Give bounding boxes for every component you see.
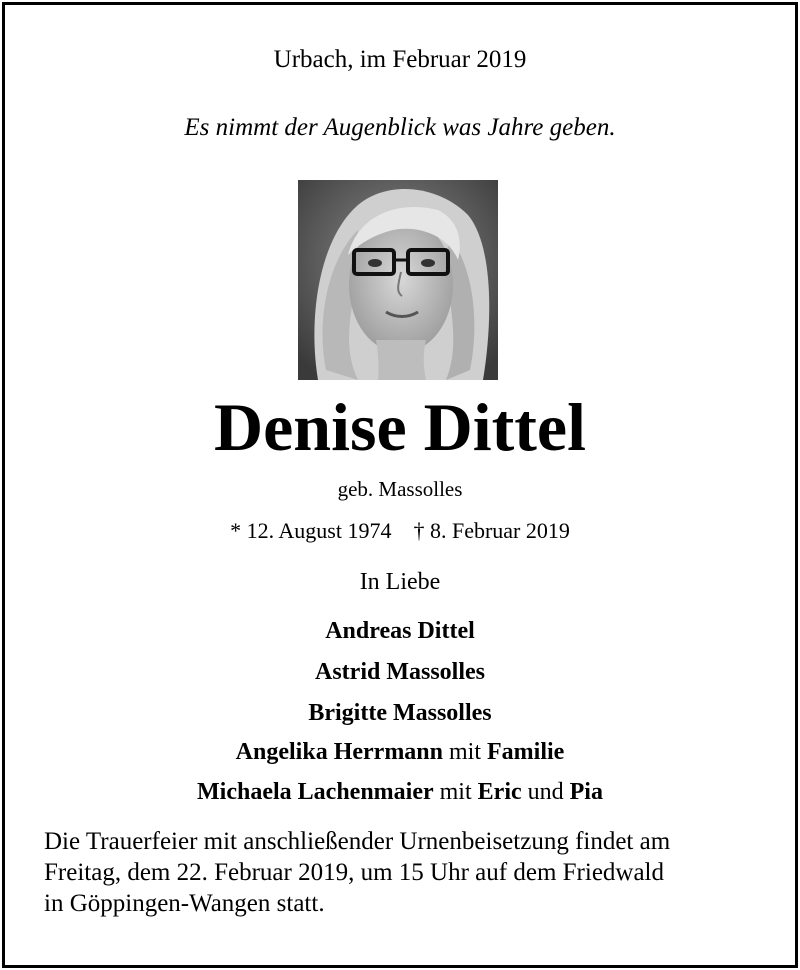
mourner-family: Familie xyxy=(487,739,565,765)
mourner-child: Eric xyxy=(477,779,522,805)
ceremony-line: in Göppingen-Wangen statt. xyxy=(44,890,325,917)
mourner-line xyxy=(0,739,800,766)
birth-date: * 12. August 1974 xyxy=(230,518,392,543)
ceremony-notice xyxy=(44,826,764,919)
ceremony-line: Freitag, dem 22. Februar 2019, um 15 Uhr auf dem Friedwald xyxy=(44,859,665,886)
birth-name: geb. Massolles xyxy=(337,477,463,501)
mourners-intro: In Liebe xyxy=(359,569,441,595)
mourner-name: Angelika Herrmann xyxy=(235,739,443,765)
mourner-child: Pia xyxy=(569,779,603,805)
mourner-line xyxy=(0,700,800,727)
deceased-name: Denise Dittel xyxy=(213,389,586,465)
mourner-name: Andreas Dittel xyxy=(325,618,475,644)
portrait-photo xyxy=(298,180,498,380)
connector-text: mit xyxy=(433,779,478,805)
mourner-line xyxy=(0,618,800,645)
life-dates xyxy=(0,518,800,544)
mourner-line xyxy=(0,779,800,806)
location-date: Urbach, im Februar 2019 xyxy=(273,46,527,73)
ceremony-line: Die Trauerfeier mit anschließender Urnenbeisetzung findet am xyxy=(44,828,671,855)
mourner-name: Astrid Massolles xyxy=(315,659,485,685)
death-date: † 8. Februar 2019 xyxy=(413,518,570,543)
connector-text: und xyxy=(521,779,570,805)
motto-quote: Es nimmt der Augenblick was Jahre geben. xyxy=(184,114,616,141)
connector-text: mit xyxy=(443,739,488,765)
mourner-name: Michaela Lachenmaier xyxy=(197,779,434,805)
mourner-line xyxy=(0,659,800,686)
mourner-name: Brigitte Massolles xyxy=(308,700,492,726)
